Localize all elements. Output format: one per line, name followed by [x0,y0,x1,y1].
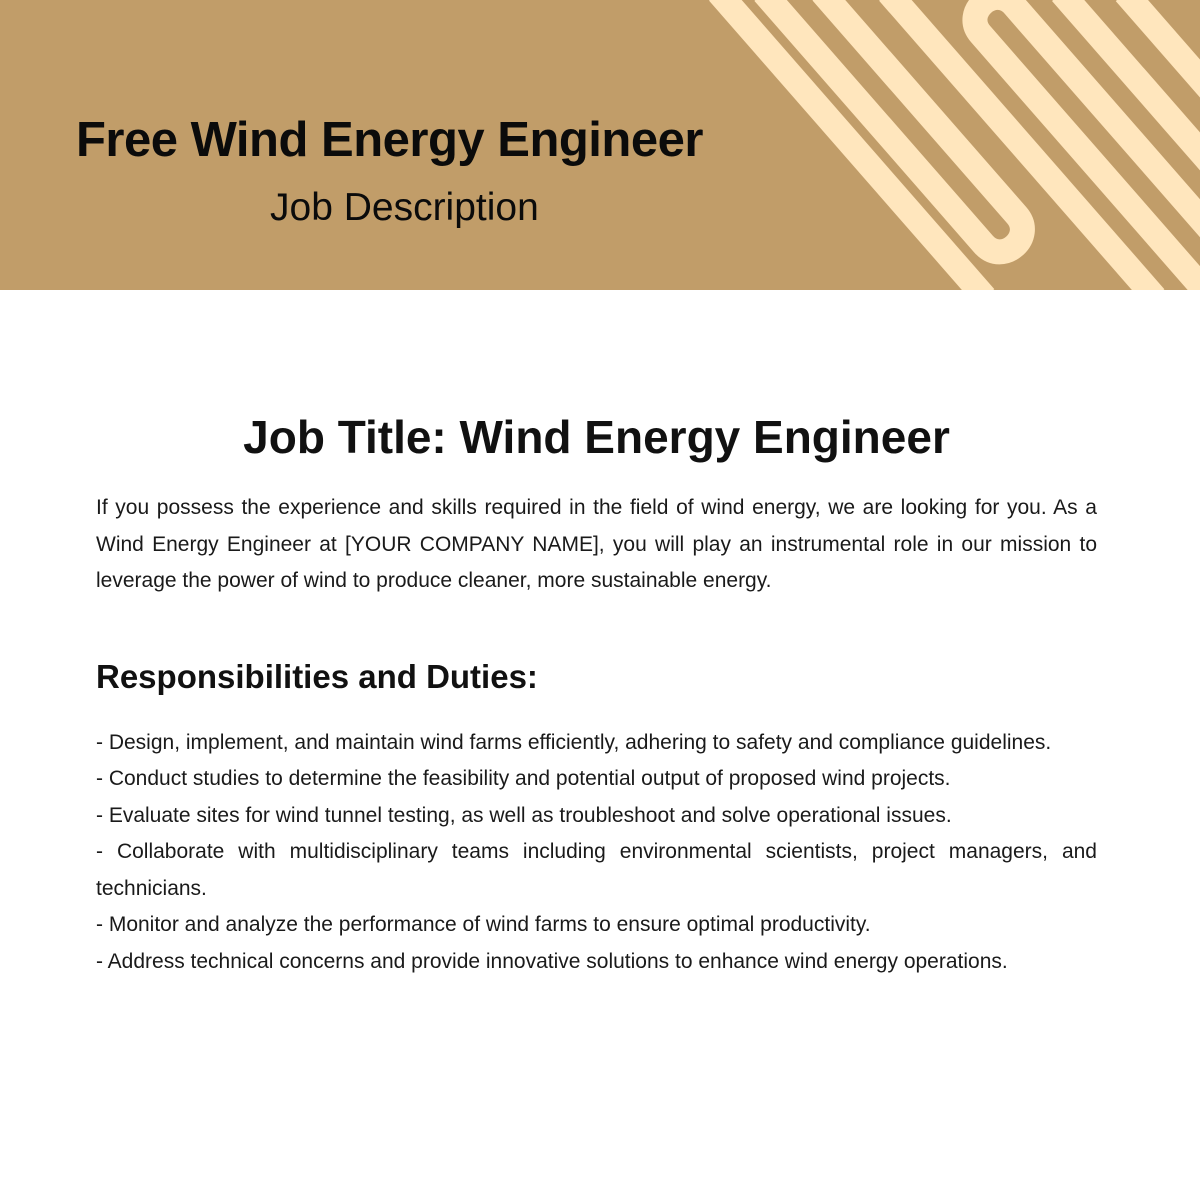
list-item: - Address technical concerns and provide innovative solutions to enhance wind energy operations. [96,949,1008,973]
duties-list [96,725,1097,981]
job-title-heading: Job Title: Wind Energy Engineer [243,411,950,463]
document-body [96,290,1097,980]
list-item: - Conduct studies to determine the feasibility and potential output of proposed wind projects. [96,767,951,790]
list-item: - Evaluate sites for wind tunnel testing, as well as troubleshoot and solve operational issues. [96,803,952,827]
responsibilities-heading: Responsibilities and Duties: [96,657,538,695]
list-item: - Monitor and analyze the performance of wind farms to ensure optimal productivity. [96,913,871,936]
intro-paragraph: If you possess the experience and skills required in the field of wind energy, we are looking for you. As a Wind Energy Engineer at [YOUR COMPANY NAME], you will play an instrumental role in our mission to leverage the power of wind to produce cleaner, more sustainable energy. [96,496,1097,592]
list-item: - Collaborate with multidisciplinary teams including environmental scientists, project managers, and technicians. [96,840,1097,900]
header-banner [0,0,1200,290]
document-title: Free Wind Energy Engineer [76,113,703,167]
list-item: - Design, implement, and maintain wind farms efficiently, adhering to safety and compliance guidelines. [96,730,1052,754]
document-subtitle: Job Description [270,186,539,229]
